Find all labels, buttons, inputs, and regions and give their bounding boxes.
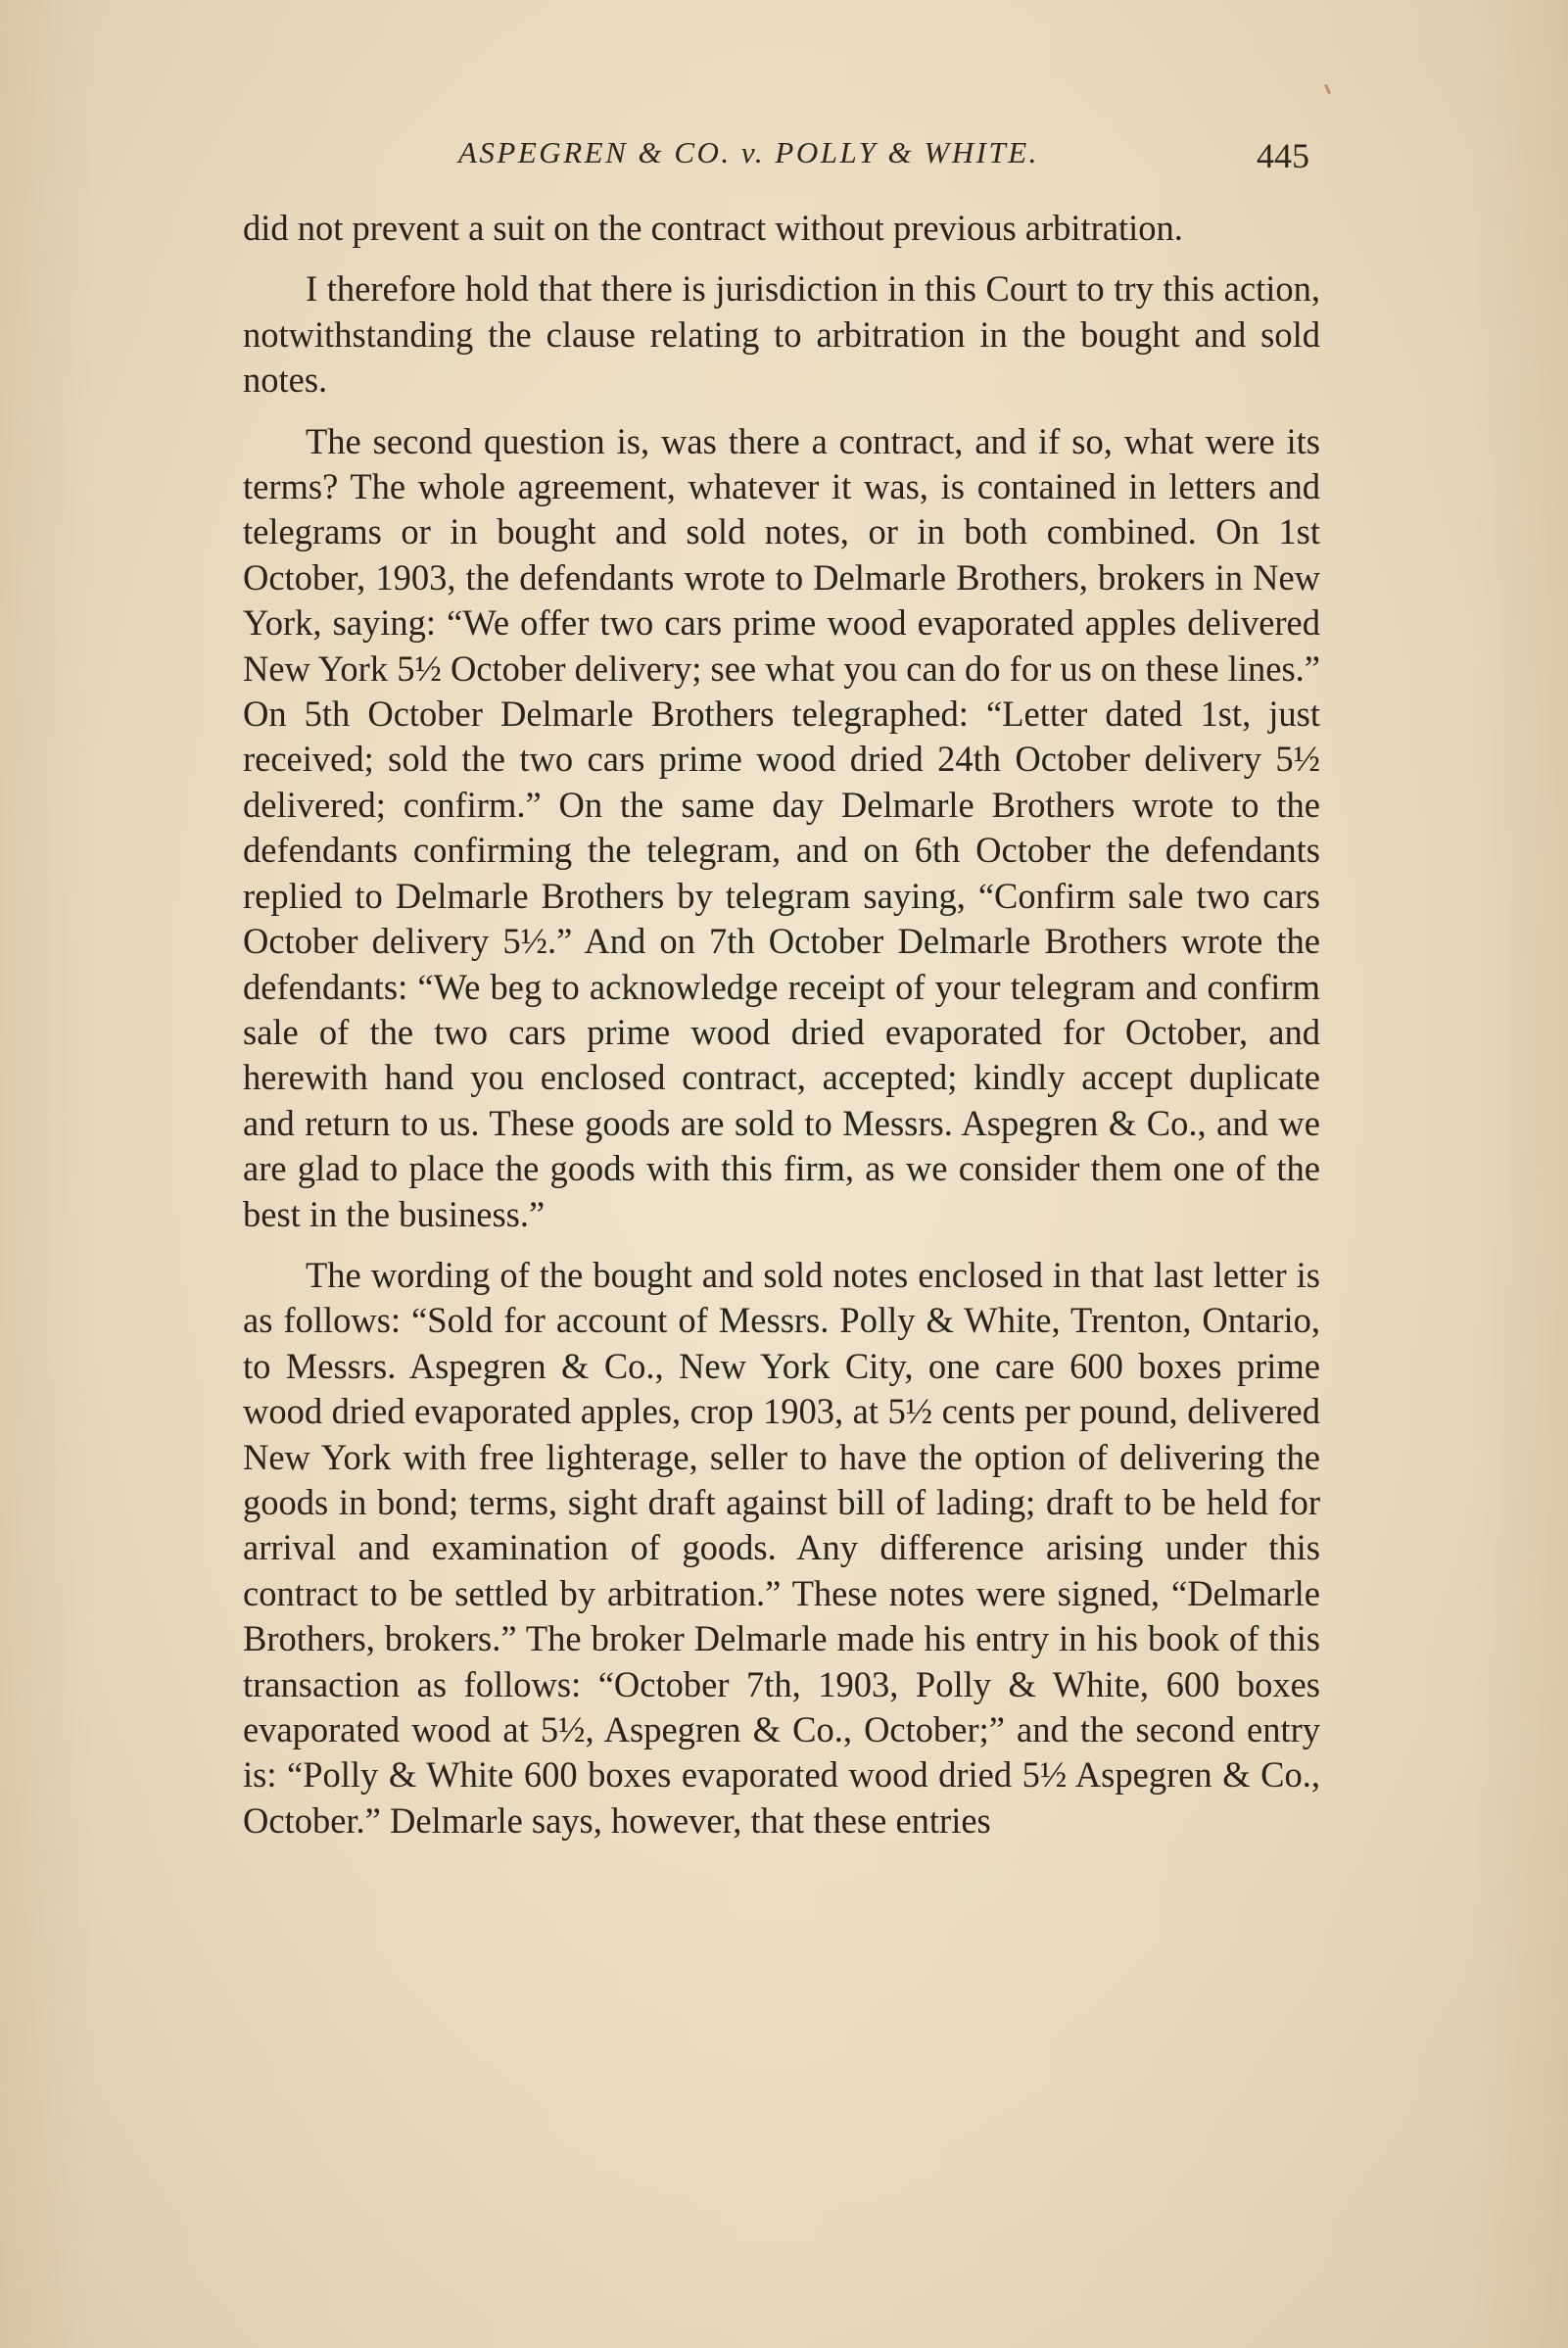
paragraph-continuation: did not prevent a suit on the contract without previous arbitration.	[243, 208, 1183, 248]
page-header	[243, 129, 1320, 188]
paragraph-second-question: The second question is, was there a contract, and if so, what were its terms? The whole agreement, whatever it was, is contained in letters and telegrams or in bought and sold notes, or in both combined. On 1st October, 1903, the defendants wrote to Delmarle Brothers, brokers in New York, saying: “We offer two cars prime wood evaporated apples delivered New York 5½ October delivery; see what you can do for us on these lines.” On 5th October Delmarle Brothers telegraphed: “Letter dated 1st, just received; sold the two cars prime wood dried 24th October delivery 5½ delivered; confirm.” On the same day Delmarle Brothers wrote to the defendants confirming the telegram, and on 6th October the defendants replied to Delmarle Brothers by telegram saying, “Confirm sale two cars October delivery 5½.” And on 7th October Delmarle Brothers wrote the defendants: “We beg to acknowledge receipt of your telegram and confirm sale of the two cars prime wood dried evaporated for October, and herewith hand you enclosed contract, accepted; kindly accept duplicate and return to us. These goods are sold to Messrs. Aspegren & Co., and we are glad to place the goods with this firm, as we consider them one of the best in the business.”	[243, 420, 1320, 1234]
paragraph-bought-sold-notes: The wording of the bought and sold notes enclosed in that last letter is as follows: “Sold for account of Messrs. Polly & White, Trenton, Ontario, to Messrs. Aspegren & Co., New York City, one care 600 boxes prime wood dried evaporated apples, crop 1903, at 5½ cents per pound, delivered New York with free lighterage, seller to have the option of delivering the goods in bond; terms, sight draft against bill of lading; draft to be held for arrival and examination of goods. Any difference arising under this contract to be settled by arbitration.” These notes were signed, “Delmarle Brothers, brokers.” The broker Delmarle made his entry in his book of this transaction as follows: “October 7th, 1903, Polly & White, 600 boxes evaporated wood at 5½, Aspegren & Co., October;” and the second entry is: “Polly & White 600 boxes evaporated wood dried 5½ Aspegren & Co., October.” Delmarle says, however, that these entries	[243, 1254, 1320, 1841]
running-head: ASPEGREN & CO. v. POLLY & WHITE.	[458, 135, 1039, 169]
page-blemish	[1324, 84, 1331, 94]
page-number: 445	[1257, 136, 1309, 175]
paragraph-jurisdiction: I therefore hold that there is jurisdiction in this Court to try this action, notwithstanding the clause relating to arbitration in the bought and sold notes.	[243, 268, 1320, 401]
body-text	[243, 206, 1320, 1859]
